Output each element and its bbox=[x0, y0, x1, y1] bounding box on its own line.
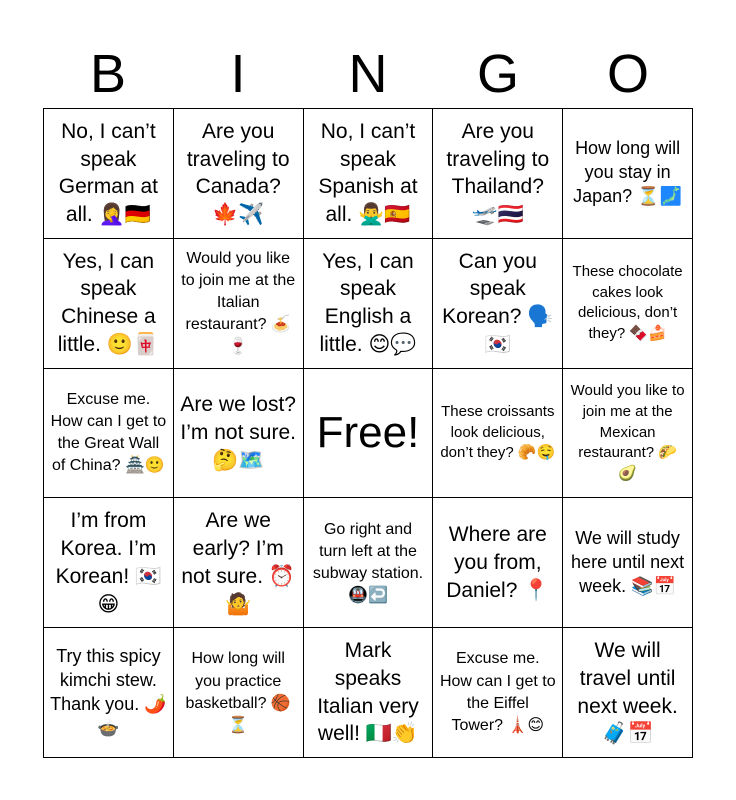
bingo-cell[interactable] bbox=[433, 109, 563, 239]
header-letter-o: O bbox=[606, 44, 649, 104]
bingo-cell[interactable] bbox=[563, 628, 693, 758]
bingo-cell[interactable] bbox=[174, 109, 304, 239]
cell-text: Go right and turn left at the subway station. 🚇↩️ bbox=[312, 520, 424, 604]
bingo-cell[interactable] bbox=[44, 369, 174, 499]
bingo-cell[interactable] bbox=[433, 628, 563, 758]
bingo-cell[interactable] bbox=[44, 498, 174, 628]
cell-text: I’m from Korea. I’m Korean! 🇰🇷😁 bbox=[55, 509, 162, 616]
cell-text: Excuse me. How can I get to the Eiffel Tower? 🗼😊 bbox=[439, 650, 556, 734]
header-letter-g: G bbox=[476, 44, 519, 104]
cell-text: Would you like to join me at the Italian restaurant? 🍝🍷 bbox=[181, 250, 296, 356]
bingo-cell[interactable] bbox=[563, 498, 693, 628]
cell-text: Excuse me. How can I get to the Great Wall of China? 🏯🙂 bbox=[50, 390, 167, 475]
cell-text: Are you traveling to Canada? 🍁✈️ bbox=[186, 119, 290, 227]
bingo-cell[interactable] bbox=[304, 498, 434, 628]
bingo-cell[interactable] bbox=[563, 369, 693, 499]
bingo-cell[interactable] bbox=[304, 239, 434, 369]
bingo-cell[interactable] bbox=[174, 498, 304, 628]
bingo-board bbox=[43, 108, 693, 758]
cell-text: No, I can’t speak Spanish at all. 🙅‍♂️🇪🇸 bbox=[318, 119, 418, 227]
cell-text: How long will you practice basketball? 🏀⏳ bbox=[185, 650, 291, 734]
free-space-text: Free! bbox=[316, 407, 420, 457]
free-space-cell[interactable] bbox=[304, 369, 434, 499]
cell-text: No, I can’t speak German at all. 🤦‍♀️🇩🇪 bbox=[58, 119, 158, 227]
bingo-cell[interactable] bbox=[433, 239, 563, 369]
cell-text: We will travel until next week. 🧳📅 bbox=[577, 639, 678, 746]
cell-text: Try this spicy kimchi stew. Thank you. 🌶️🍲 bbox=[50, 645, 167, 738]
bingo-cell[interactable] bbox=[433, 498, 563, 628]
bingo-cell[interactable] bbox=[174, 369, 304, 499]
cell-text: Would you like to join me at the Mexican restaurant? 🌮🥑 bbox=[570, 382, 685, 483]
cell-text: Yes, I can speak English a little. 😊💬 bbox=[319, 249, 417, 356]
bingo-cell[interactable] bbox=[433, 369, 563, 499]
bingo-cell[interactable] bbox=[44, 239, 174, 369]
cell-text: Are we lost? I’m not sure. 🤔🗺️ bbox=[180, 393, 296, 472]
cell-text: Where are you from, Daniel? 📍 bbox=[446, 523, 550, 602]
bingo-cell[interactable] bbox=[563, 239, 693, 369]
cell-text: These croissants look delicious, don’t they? 🥐🤤 bbox=[440, 402, 556, 462]
cell-text: Are we early? I’m not sure. ⏰🤷 bbox=[181, 509, 296, 616]
bingo-cell[interactable] bbox=[174, 628, 304, 758]
bingo-cell[interactable] bbox=[304, 109, 434, 239]
cell-text: Yes, I can speak Chinese a little. 🙂🀄 bbox=[57, 249, 160, 356]
cell-text: Mark speaks Italian very well! 🇮🇹👏 bbox=[317, 639, 419, 746]
bingo-cell[interactable] bbox=[174, 239, 304, 369]
bingo-header bbox=[43, 44, 693, 104]
header-letter-b: B bbox=[89, 44, 127, 104]
cell-text: How long will you stay in Japan? ⏳🗾 bbox=[573, 138, 683, 207]
cell-text: These chocolate cakes look delicious, don’t they? 🍫🍰 bbox=[572, 262, 683, 342]
cell-text: Can you speak Korean? 🗣️🇰🇷 bbox=[442, 249, 554, 356]
header-letter-n: N bbox=[348, 44, 388, 104]
cell-text: Are you traveling to Thailand? 🛫🇹🇭 bbox=[446, 119, 550, 227]
bingo-cell[interactable] bbox=[563, 109, 693, 239]
bingo-cell[interactable] bbox=[304, 628, 434, 758]
bingo-cell[interactable] bbox=[44, 628, 174, 758]
header-letter-i: I bbox=[230, 44, 246, 104]
cell-text: We will study here until next week. 📚📅 bbox=[571, 527, 685, 596]
bingo-cell[interactable] bbox=[44, 109, 174, 239]
